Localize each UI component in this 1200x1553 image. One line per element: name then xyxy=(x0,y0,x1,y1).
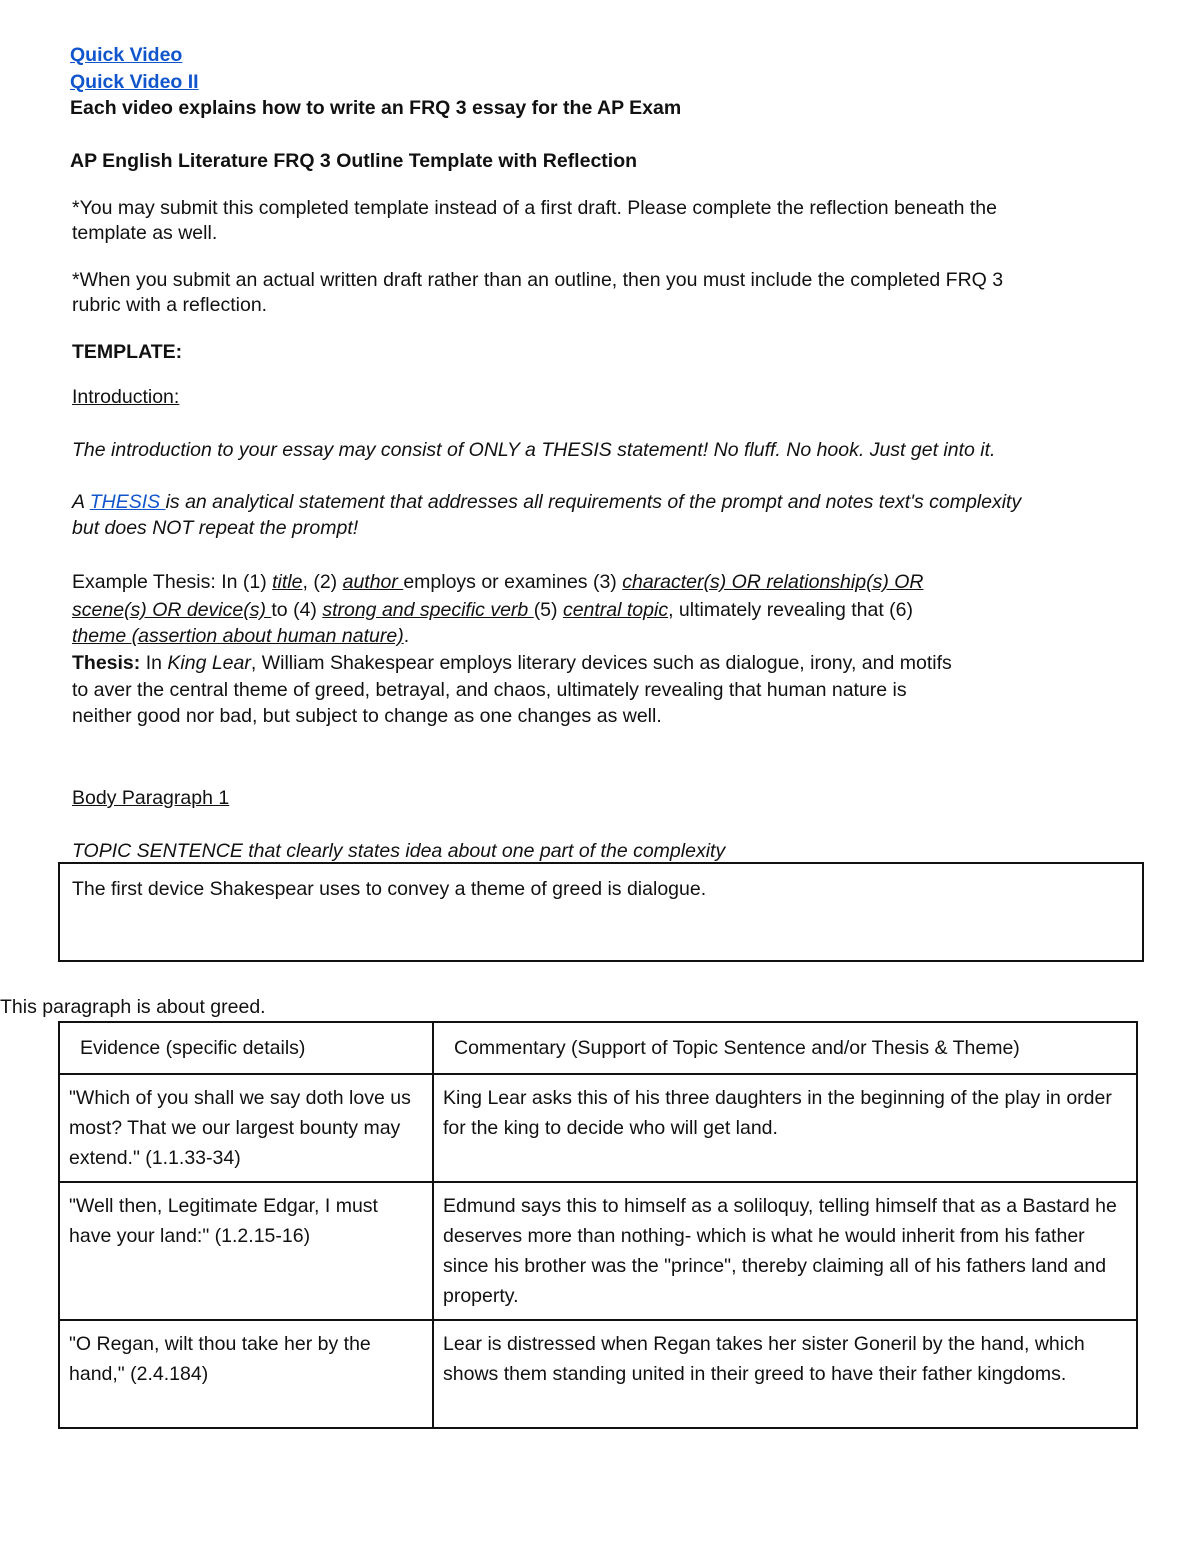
thesis-definition-line-2: but does NOT repeat the prompt! xyxy=(72,517,359,539)
evidence-cell[interactable]: "Which of you shall we say doth love us most? That we our largest bounty may extend." (1.1.33-34) xyxy=(59,1074,433,1182)
example-verb-placeholder: strong and specific verb xyxy=(322,599,534,621)
thesis-definition-line-1 xyxy=(72,491,1021,514)
note-1-line-2: template as well. xyxy=(72,222,218,244)
evidence-header: Evidence (specific details) xyxy=(59,1022,433,1074)
example-thesis-line-2 xyxy=(72,599,913,622)
commentary-cell[interactable]: King Lear asks this of his three daughters in the beginning of the play in order for the king to decide who will get land. xyxy=(433,1074,1137,1182)
quick-video-2-link[interactable]: Quick Video II xyxy=(70,71,199,93)
video-note: Each video explains how to write an FRQ 3 essay for the AP Exam xyxy=(70,97,682,119)
commentary-cell[interactable]: Edmund says this to himself as a soliloquy, telling himself that as a Bastard he deserves more than nothing- which is what he would inherit from his father since his brother was the "prince", thereby claiming all of his fathers land and property. xyxy=(433,1182,1137,1320)
note-2-line-2: rubric with a reflection. xyxy=(72,294,268,316)
template-heading: TEMPLATE: xyxy=(72,341,183,363)
commentary-cell[interactable]: Lear is distressed when Regan takes her sister Goneril by the hand, which shows them standing united in their greed to have their father kingdoms. xyxy=(433,1320,1137,1428)
example-character-placeholder: character(s) OR relationship(s) OR xyxy=(622,571,924,593)
thesis-work-title: King Lear xyxy=(167,652,251,674)
body-paragraph-1-heading: Body Paragraph 1 xyxy=(72,787,230,809)
table-row xyxy=(59,1182,1137,1320)
note-1-line-1: *You may submit this completed template instead of a first draft. Please complete the reflection beneath the xyxy=(72,197,997,219)
introduction-instruction: The introduction to your essay may consist of ONLY a THESIS statement! No fluff. No hook. Just get into it. xyxy=(72,439,996,461)
table-row xyxy=(59,1320,1137,1428)
thesis-definition-text: is an analytical statement that addresses all requirements of the prompt and notes text's complexity xyxy=(165,491,1022,513)
thesis-definition-prefix: A xyxy=(72,491,90,513)
example-text: , (2) xyxy=(302,571,343,593)
example-text: (5) xyxy=(533,599,563,621)
table-row xyxy=(59,1074,1137,1182)
example-text: . xyxy=(403,625,410,647)
example-theme-placeholder: theme (assertion about human nature) xyxy=(72,625,404,647)
table-header-row xyxy=(59,1022,1137,1074)
quick-video-link[interactable]: Quick Video xyxy=(70,44,183,66)
thesis-link[interactable]: THESIS xyxy=(89,491,166,513)
topic-sentence-text: The first device Shakespear uses to convey a theme of greed is dialogue. xyxy=(72,878,707,900)
paragraph-about-note: This paragraph is about greed. xyxy=(0,996,266,1018)
example-thesis-line-1 xyxy=(72,571,923,594)
evidence-cell[interactable]: "O Regan, wilt thou take her by the hand," (2.4.184) xyxy=(59,1320,433,1428)
example-scene-placeholder: scene(s) OR device(s) xyxy=(72,599,272,621)
commentary-header: Commentary (Support of Topic Sentence and/or Thesis & Theme) xyxy=(433,1022,1137,1074)
example-author-placeholder: author xyxy=(342,571,404,593)
example-text: to (4) xyxy=(271,599,323,621)
example-thesis-line-3 xyxy=(72,625,409,648)
thesis-label: Thesis: xyxy=(72,652,141,674)
thesis-line-2: to aver the central theme of greed, betrayal, and chaos, ultimately revealing that human nature is xyxy=(72,679,907,701)
thesis-text: , William Shakespear employs literary devices such as dialogue, irony, and motifs xyxy=(250,652,952,674)
topic-sentence-instruction: TOPIC SENTENCE that clearly states idea about one part of the complexity xyxy=(72,840,726,862)
example-text: Example Thesis: In (1) xyxy=(72,571,273,593)
example-text: employs or examines (3) xyxy=(403,571,623,593)
introduction-heading: Introduction: xyxy=(72,386,180,408)
thesis-text: In xyxy=(140,652,168,674)
example-text: , ultimately revealing that (6) xyxy=(668,599,914,621)
thesis-line-1 xyxy=(72,652,952,675)
example-topic-placeholder: central topic xyxy=(562,599,669,621)
document-title: AP English Literature FRQ 3 Outline Template with Reflection xyxy=(70,150,638,172)
topic-sentence-box[interactable] xyxy=(58,862,1144,962)
note-2-line-1: *When you submit an actual written draft rather than an outline, then you must include the completed FRQ 3 xyxy=(72,269,1004,291)
evidence-commentary-table xyxy=(58,1021,1138,1429)
evidence-cell[interactable]: "Well then, Legitimate Edgar, I must have your land:" (1.2.15-16) xyxy=(59,1182,433,1320)
thesis-line-3: neither good nor bad, but subject to change as one changes as well. xyxy=(72,705,662,727)
example-title-placeholder: title xyxy=(272,571,303,593)
